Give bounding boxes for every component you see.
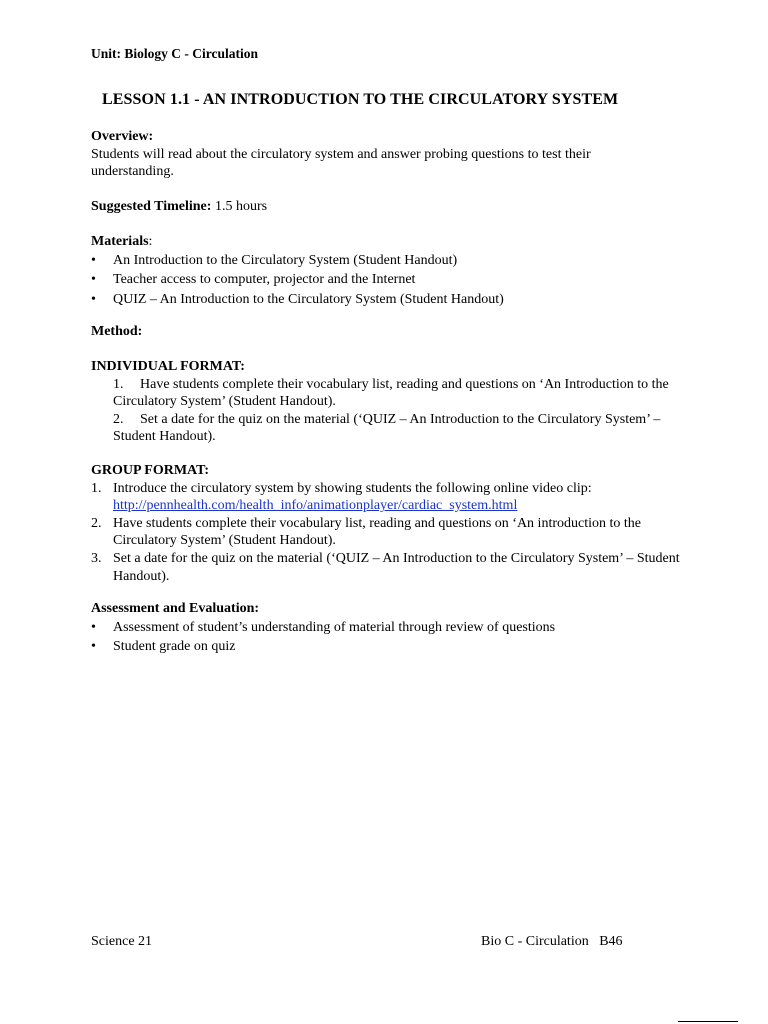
group-format-section [91,462,681,585]
materials-heading: Materials [91,234,149,249]
timeline-label: Suggested Timeline: [91,199,212,214]
lesson-title: LESSON 1.1 - AN INTRODUCTION TO THE CIRCULATORY SYSTEM [102,91,619,108]
timeline-section [91,198,691,216]
list-item [91,515,681,550]
list-item: • Assessment of student’s understanding of material through review of questions [91,619,691,637]
item-number: 2. [91,515,102,531]
list-item: • Teacher access to computer, projector and the Internet [91,271,691,289]
list-item [91,411,691,446]
unit-label: Unit: Biology C - Circulation [91,46,259,61]
list-item [91,480,681,515]
item-number: 1. [91,480,102,496]
materials-section [91,233,691,308]
method-heading: Method: [91,324,143,339]
item-number: 3. [91,550,102,566]
overview-section [91,128,691,181]
assessment-section [91,600,691,656]
individual-format-heading: INDIVIDUAL FORMAT: [91,359,245,374]
item-text: Introduce the circulatory system by showing students the following online video clip: [113,480,592,496]
individual-format-section [91,358,691,446]
group-format-heading: GROUP FORMAT: [91,463,210,478]
video-clip-link[interactable]: http://pennhealth.com/health_info/animationplayer/cardiac_system.html [113,498,518,514]
item-text: Have students complete their vocabulary list, reading and questions on ‘An introduction to the Circulatory System’ (Student Handout). [113,515,641,549]
materials-colon: : [148,234,153,249]
list-item [91,376,691,411]
corner-divider [678,1021,738,1022]
assessment-heading: Assessment and Evaluation: [91,601,260,616]
item-text: Set a date for the quiz on the material (‘QUIZ – An Introduction to the Circulatory System’ – Student Handout). [113,550,680,584]
assessment-list [91,619,691,656]
materials-list [91,252,691,309]
item-number: 1. [113,376,124,392]
list-item: • An Introduction to the Circulatory System (Student Handout) [91,252,691,270]
method-section [91,323,691,341]
list-item: • Student grade on quiz [91,638,691,656]
footer-left: Science 21 [91,934,153,949]
list-item [91,550,681,585]
item-text: Set a date for the quiz on the material (‘QUIZ – An Introduction to the Circulatory System’ – Student Handout). [113,411,661,445]
footer-right: Bio C - Circulation B46 [481,934,623,949]
timeline-value: 1.5 hours [211,199,268,214]
list-item: • QUIZ – An Introduction to the Circulatory System (Student Handout) [91,291,691,309]
overview-heading: Overview: [91,129,154,144]
item-text: Have students complete their vocabulary list, reading and questions on ‘An Introduction to the Circulatory System’ (Student Handout). [113,376,669,410]
item-number: 2. [113,411,124,427]
overview-text: Students will read about the circulatory system and answer probing questions to test their understanding. [91,146,591,180]
